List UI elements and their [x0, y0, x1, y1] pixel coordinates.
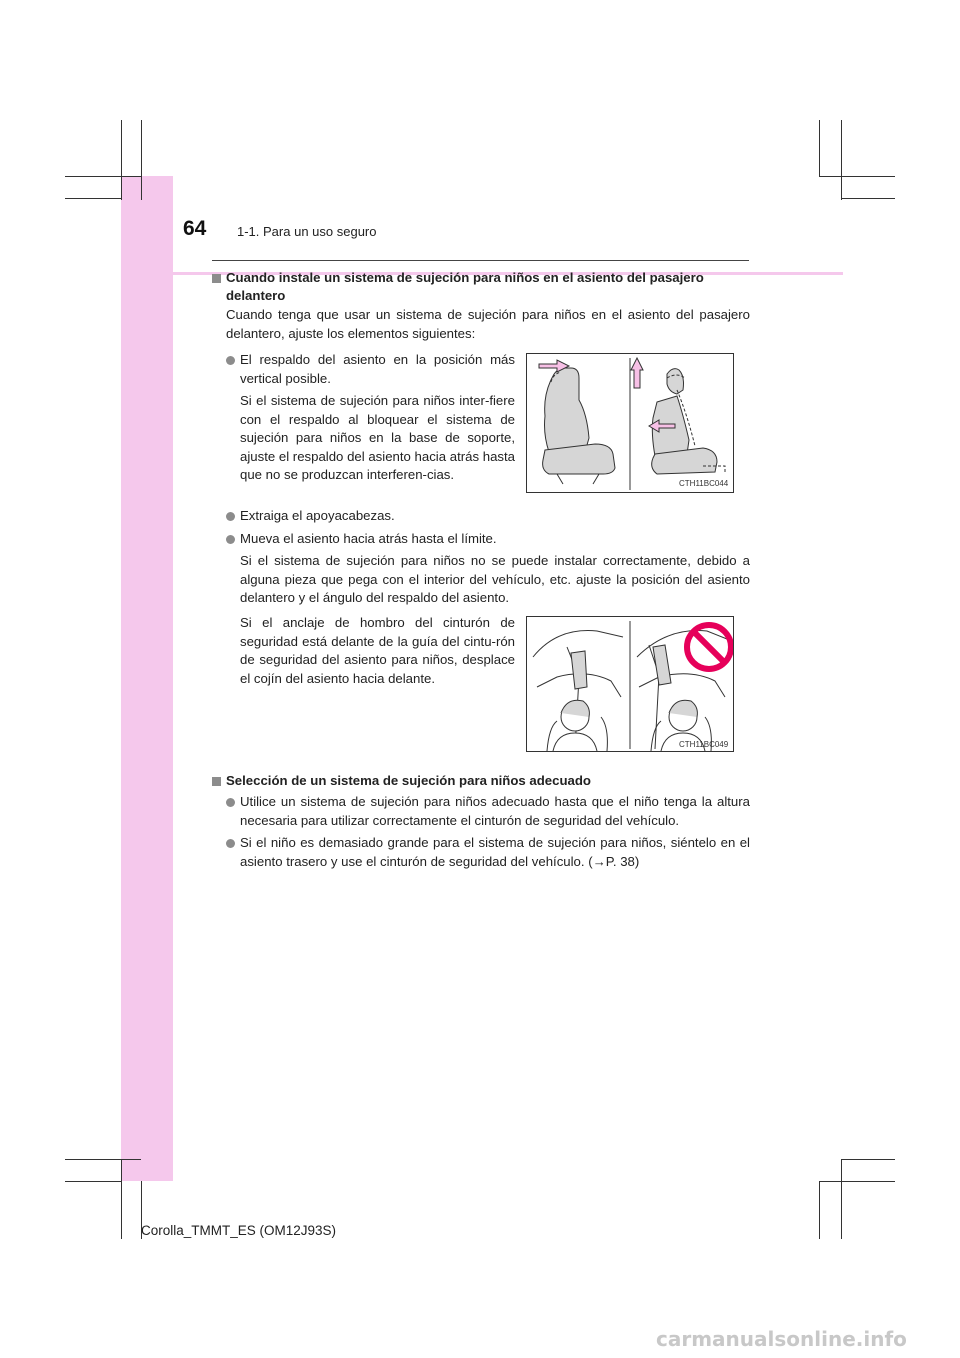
seat-illustration-left	[543, 368, 615, 484]
footer-code: Corolla_TMMT_ES (OM12J93S)	[141, 1223, 337, 1238]
bullet-move-seat-back: Mueva el asiento hacia atrás hasta el límite.	[240, 531, 497, 546]
content-top-rule	[212, 260, 749, 261]
bullet-dot-icon	[226, 512, 235, 521]
page-number: 64	[183, 217, 207, 240]
heading-bullet-icon	[212, 274, 221, 283]
figure-belt-position	[526, 616, 734, 752]
watermark: carmanualsonline.info	[656, 1327, 907, 1351]
figure-code: CTH11BC049	[679, 740, 729, 749]
bullet-appropriate-restraint: Utilice un sistema de sujeción para niños adecuado hasta que el niño tenga la altura necesaria para utilizar correctamente el cinturón de seguridad del vehículo.	[240, 794, 750, 828]
bullet-shoulder-anchor-detail: Si el anclaje de hombro del cinturón de seguridad está delante de la guía del cintu-rón de seguridad del asiento para niños, desplace el cojín del asiento hacia delante.	[240, 615, 515, 686]
bullet-remove-headrest: Extraiga el apoyacabezas.	[240, 508, 395, 523]
block1-heading-line1: Cuando instale un sistema de sujeción para niños en el asiento del pasajero	[226, 270, 704, 285]
bullet-seatback-detail: Si el sistema de sujeción para niños inter-fiere con el respaldo al bloquear el sistema de sujeción para niños en la base de soporte, ajuste el respaldo del asiento hacia atrás hasta que no se produzcan interferen-cias.	[240, 393, 515, 482]
bullet-dot-icon	[226, 535, 235, 544]
bullet-dot-icon	[226, 839, 235, 848]
arrow-up-icon	[631, 358, 643, 388]
bullet-dot-icon	[226, 798, 235, 807]
figure-code: CTH11BC044	[679, 479, 729, 488]
block1-intro: Cuando tenga que usar un sistema de sujeción para niños en el asiento del pasajero delantero, ajuste los elementos siguientes:	[226, 307, 750, 341]
bullet-move-seat-detail: Si el sistema de sujeción para niños no se puede instalar correctamente, debido a alguna pieza que pega con el interior del vehículo, etc. ajuste la posición del asiento delantero y el ángulo del respaldo del asiento.	[240, 553, 750, 605]
bullet-dot-icon	[226, 356, 235, 365]
bullet-seatback-upright: El respaldo del asiento en la posición más vertical posible.	[240, 352, 515, 386]
block1-heading-line2: delantero	[226, 288, 286, 303]
section-title: 1-1. Para un uso seguro	[237, 224, 377, 239]
seat-illustration-right	[652, 369, 717, 474]
child-illustration-left	[553, 700, 597, 751]
figure-seat-adjustment	[526, 353, 734, 493]
pink-sidebar	[121, 176, 173, 1181]
bullet-rear-seat: Si el niño es demasiado grande para el sistema de sujeción para niños, siéntelo en el asiento trasero y use el cinturón de seguridad del vehículo. (→P. 38)	[240, 835, 750, 869]
heading-bullet-icon	[212, 777, 221, 786]
block2-heading: Selección de un sistema de sujeción para niños adecuado	[226, 773, 591, 788]
